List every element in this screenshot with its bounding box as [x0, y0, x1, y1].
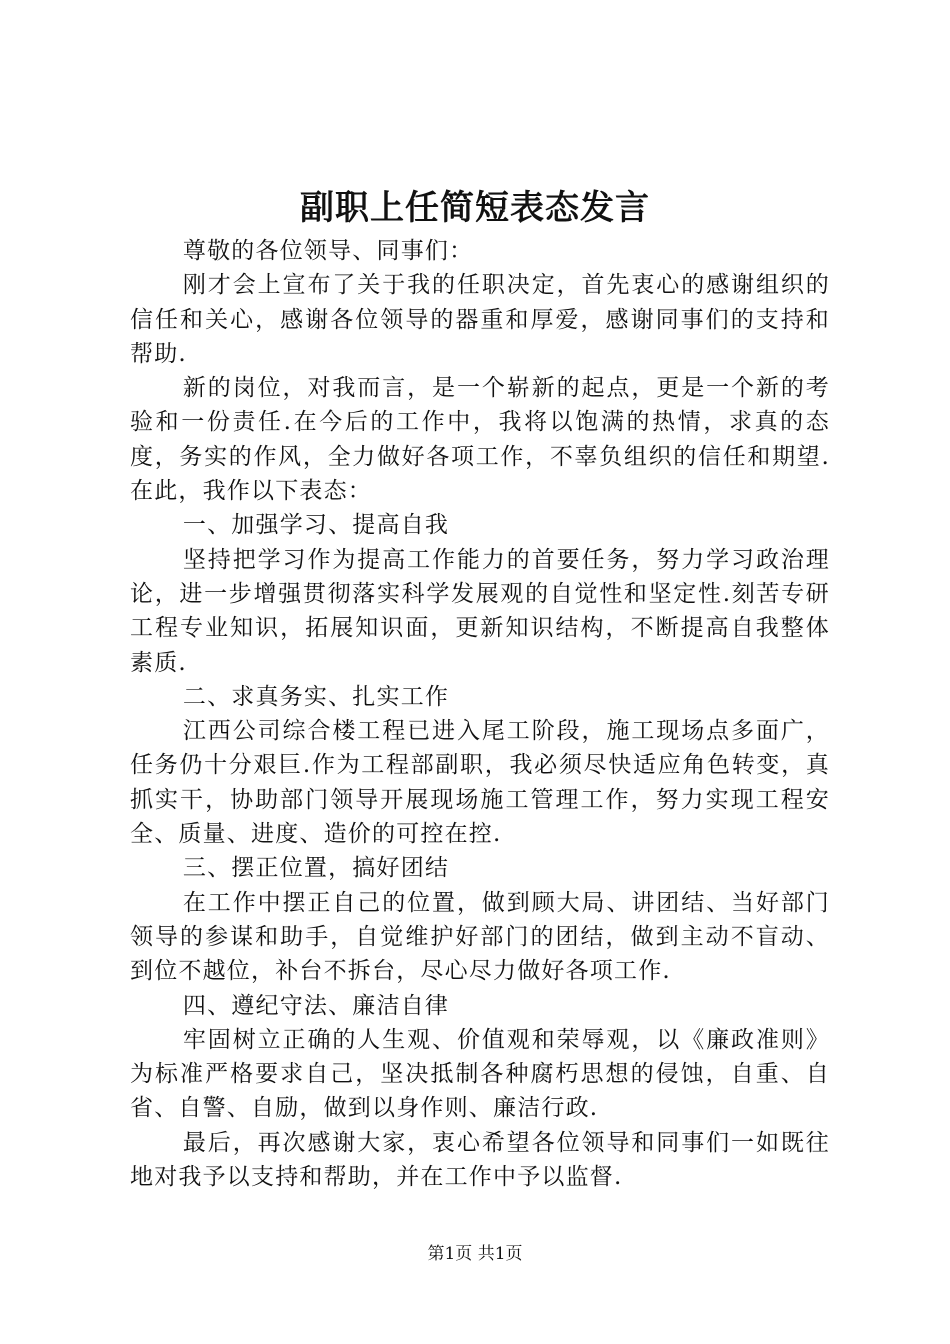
- section-text-4: 牢固树立正确的人生观、价值观和荣辱观，以《廉政准则》为标准严格要求自己，坚决抵制各种腐朽思想的侵蚀，自重、自省、自警、自励，做到以身作则、廉洁行政.: [130, 1026, 830, 1122]
- section-text-3: 在工作中摆正自己的位置，做到顾大局、讲团结、当好部门领导的参谋和助手，自觉维护好部门的团结，做到主动不盲动、到位不越位，补台不拆台，尽心尽力做好各项工作.: [130, 889, 830, 985]
- section-heading-1: 一、加强学习、提高自我: [182, 512, 450, 539]
- intro-paragraph-1: 刚才会上宣布了关于我的任职决定，首先衷心的感谢组织的信任和关心，感谢各位领导的器重和厚爱，感谢同事们的支持和帮助.: [130, 272, 830, 367]
- greeting: 尊敬的各位领导、同事们：: [182, 238, 474, 264]
- section-heading-4: 四、遵纪守法、廉洁自律: [182, 992, 450, 1019]
- document-title: 副职上任简短表态发言: [300, 188, 650, 228]
- page-number-footer: 第1页 共1页: [427, 1244, 523, 1264]
- intro-paragraph-2: 新的岗位，对我而言，是一个崭新的起点，更是一个新的考验和一份责任.在今后的工作中，我将以饱满的热情，求真的态度，务实的作风，全力做好各项工作，不辜负组织的信任和期望.在此，我作以下表态：: [130, 375, 830, 505]
- closing-paragraph: 最后，再次感谢大家，衷心希望各位领导和同事们一如既往地对我予以支持和帮助，并在工作中予以监督.: [130, 1129, 830, 1191]
- document-body: [130, 234, 830, 1194]
- section-heading-2: 二、求真务实、扎实工作: [182, 683, 450, 710]
- section-heading-3: 三、摆正位置，搞好团结: [182, 855, 450, 882]
- section-text-1: 坚持把学习作为提高工作能力的首要任务，努力学习政治理论，进一步增强贯彻落实科学发展观的自觉性和坚定性.刻苦专研工程专业知识，拓展知识面，更新知识结构，不断提高自我整体素质.: [130, 546, 830, 676]
- section-text-2: 江西公司综合楼工程已进入尾工阶段，施工现场点多面广，任务仍十分艰巨.作为工程部副职，我必须尽快适应角色转变，真抓实干，协助部门领导开展现场施工管理工作，努力实现工程安全、质量、进度、造价的可控在控.: [130, 718, 830, 848]
